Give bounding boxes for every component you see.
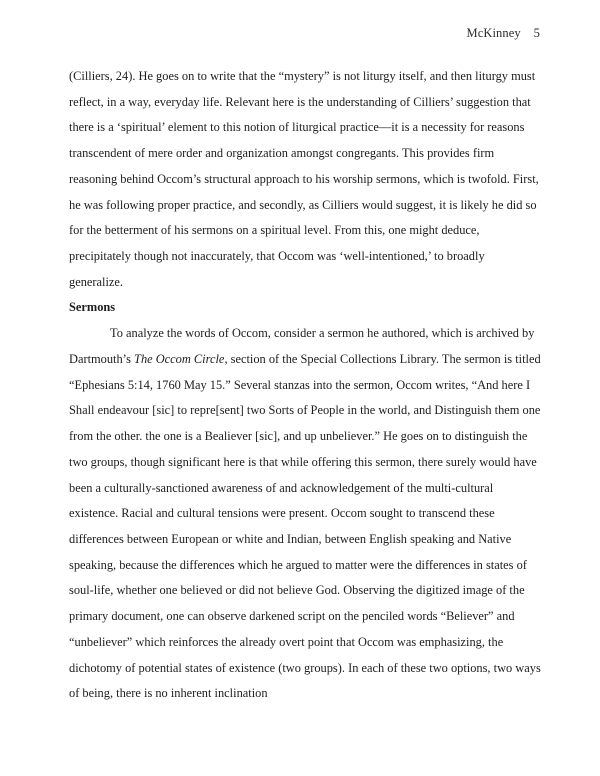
sermons-text-part-one: To analyze the words of Occom, consider a sermon he authored, which is archived by Dartmouth’s [69,326,535,366]
cited-work-title: The Occom Circle [134,351,225,366]
section-heading-sermons: Sermons [69,300,116,315]
paragraph-cilliers-continued: (Cilliers, 24). He goes on to write that the “mystery” is not liturgy itself, and then liturgy must reflect, in a way, everyday life. Relevant here is the understanding of Cilliers’ suggestion that there is a ‘spiritual’ element to this notion of liturgical practice—it is a necessity for reasons transcendent of mere order and organization amongst congregants. This provides firm reasoning behind Occom’s structural approach to his worship sermons, which is twofold. First, he was following proper practice, and secondly, as Cilliers would suggest, it is likely he did so for the betterment of his sermons on a spiritual level. From this, one might deduce, precipitately though not inaccurately, that Occom was ‘well-intentioned,’ to broadly generalize. [69,69,539,289]
paragraph-sermons-analysis [69,321,541,707]
sermons-text-part-two: , section of the Special Collections Library. The sermon is titled “Ephesians 5:14, 1760 May 15.” Several stanzas into the sermon, Occom writes, “And here I Shall endeavour [sic] to repre[sent] two Sorts of People in the world, and Distinguish them one from the other. the one is a Bealiever [sic], and up unbeliever.” He goes on to distinguish the two groups, though significant here is that while offering this sermon, there surely would have been a culturally-sanctioned awareness of and acknowledgement of the multi-cultural existence. Racial and cultural tensions were present. Occom sought to transcend these differences between European or white and Indian, between English speaking and Native speaking, because the differences which he argued to matter were the differences in states of soul-life, whether one believed or did not believe God. Observing the digitized image of the primary document, one can observe darkened script on the penciled words “Believer” and “unbeliever” which reinforces the already overt point that Occom was emphasizing, the dichotomy of potential states of existence (two groups). In each of these two options, two ways of being, there is no inherent inclination [69,351,541,701]
running-header: McKinney 5 [466,26,540,40]
page-body [69,64,541,707]
